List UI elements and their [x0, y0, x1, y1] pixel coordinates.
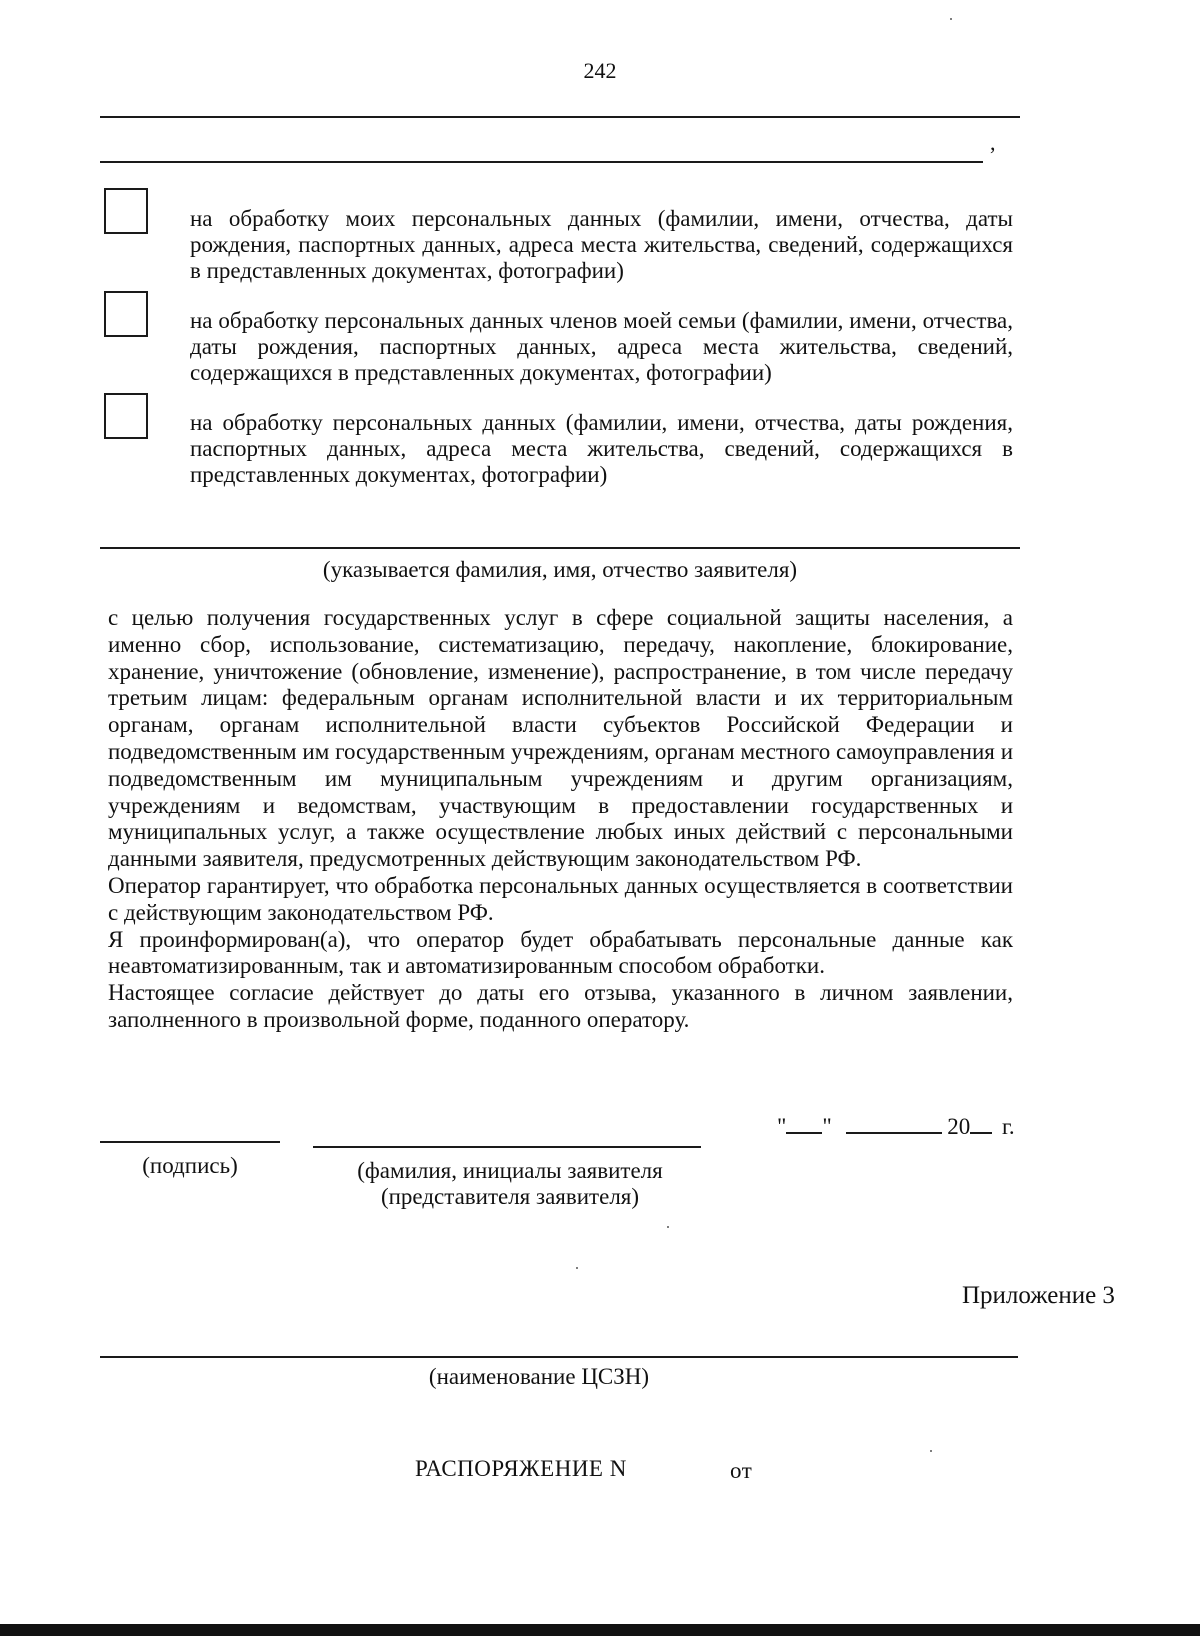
- consent-body: [108, 605, 1013, 1034]
- processing-method-paragraph: Я проинформирован(а), что оператор будет обрабатывать персональные данные как неавтоматизированным, так и автоматизированным способом обработки.: [108, 926, 1013, 979]
- top-blank-line: [100, 116, 1020, 118]
- consent-checkbox-family-data[interactable]: [104, 291, 148, 337]
- org-name-line: [100, 1356, 1018, 1358]
- consent-checkbox-own-data[interactable]: [104, 188, 148, 234]
- scan-bottom-edge: [0, 1624, 1200, 1636]
- year-blank[interactable]: [970, 1114, 992, 1134]
- consent-option-other-data: на обработку персональных данных (фамилии, имени, отчества, даты рождения, паспортных данных, адреса места жительства, сведений, содержащихся в представленных документах, фотографии): [190, 410, 1013, 487]
- validity-paragraph: Настоящее согласие действует до даты его отзыва, указанного в личном заявлении, заполненного в произвольной форме, поданного оператору.: [108, 980, 1013, 1032]
- date-quote-open: ": [777, 1114, 787, 1139]
- date-quote-close: ": [822, 1114, 832, 1139]
- consent-option-family-data: на обработку персональных данных членов моей семьи (фамилии, имени, отчества, даты рождения, паспортных данных, адреса места жительства, сведений, содержащихся в представленных документах, фотографии): [190, 308, 1013, 385]
- initials-caption-line-1: (фамилия, инициалы заявителя: [357, 1158, 663, 1183]
- scan-speck: [930, 1450, 932, 1452]
- signature-caption: (подпись): [142, 1153, 238, 1178]
- appendix-label: Приложение 3: [962, 1282, 1115, 1309]
- applicant-initials-line: [313, 1146, 701, 1148]
- order-title: РАСПОРЯЖЕНИЕ N: [415, 1456, 627, 1481]
- scan-speck: [667, 1226, 669, 1228]
- operator-guarantee-paragraph: Оператор гарантирует, что обработка персональных данных осуществляется в соответствии с действующим законодательством РФ.: [108, 872, 1013, 925]
- year-prefix: 20: [947, 1114, 971, 1139]
- year-suffix: г.: [1002, 1114, 1015, 1139]
- scan-speck: [576, 1267, 578, 1269]
- scan-speck: [950, 18, 952, 20]
- signature-line: [100, 1141, 280, 1143]
- applicant-name-line: [100, 547, 1020, 549]
- initials-caption-line-2: (представителя заявителя): [380, 1184, 640, 1209]
- page-number: 242: [583, 58, 617, 83]
- consent-option-own-data: на обработку моих персональных данных (фамилии, имени, отчества, даты рождения, паспортных данных, адреса места жительства, сведений, содержащихся в представленных документах, фотографии): [190, 206, 1013, 283]
- name-line-comma: ,: [990, 130, 996, 155]
- order-date-label: от: [730, 1458, 753, 1483]
- day-blank[interactable]: [786, 1114, 822, 1134]
- date-field: [777, 1114, 1015, 1140]
- applicant-name-caption: (указывается фамилия, имя, отчество заявителя): [322, 557, 798, 582]
- consent-checkbox-other-data[interactable]: [104, 393, 148, 439]
- month-blank[interactable]: [846, 1114, 942, 1134]
- org-name-caption: (наименование ЦСЗН): [428, 1364, 650, 1389]
- name-blank-line: [100, 161, 983, 163]
- purpose-paragraph: с целью получения государственных услуг в сфере социальной защиты населения, а именно сбор, использование, систематизацию, передачу, накопление, блокирование, хранение, уничтожение (обновление, изменение), распространение, в том числе передачу третьим лицам: федеральным органам исполнительной власти и их территориальным органам, органам исполнительной власти субъектов Российской Федерации и подведомственным им государственным учреждениям, органам местного самоуправления и подведомственным им муниципальным учреждениям и другим организациям, учреждениям и ведомствам, участвующим в предоставлении государственных и муниципальных услуг, а также осуществление любых иных действий с персональными данными заявителя, предусмотренных действующим законодательством РФ.: [108, 605, 1013, 872]
